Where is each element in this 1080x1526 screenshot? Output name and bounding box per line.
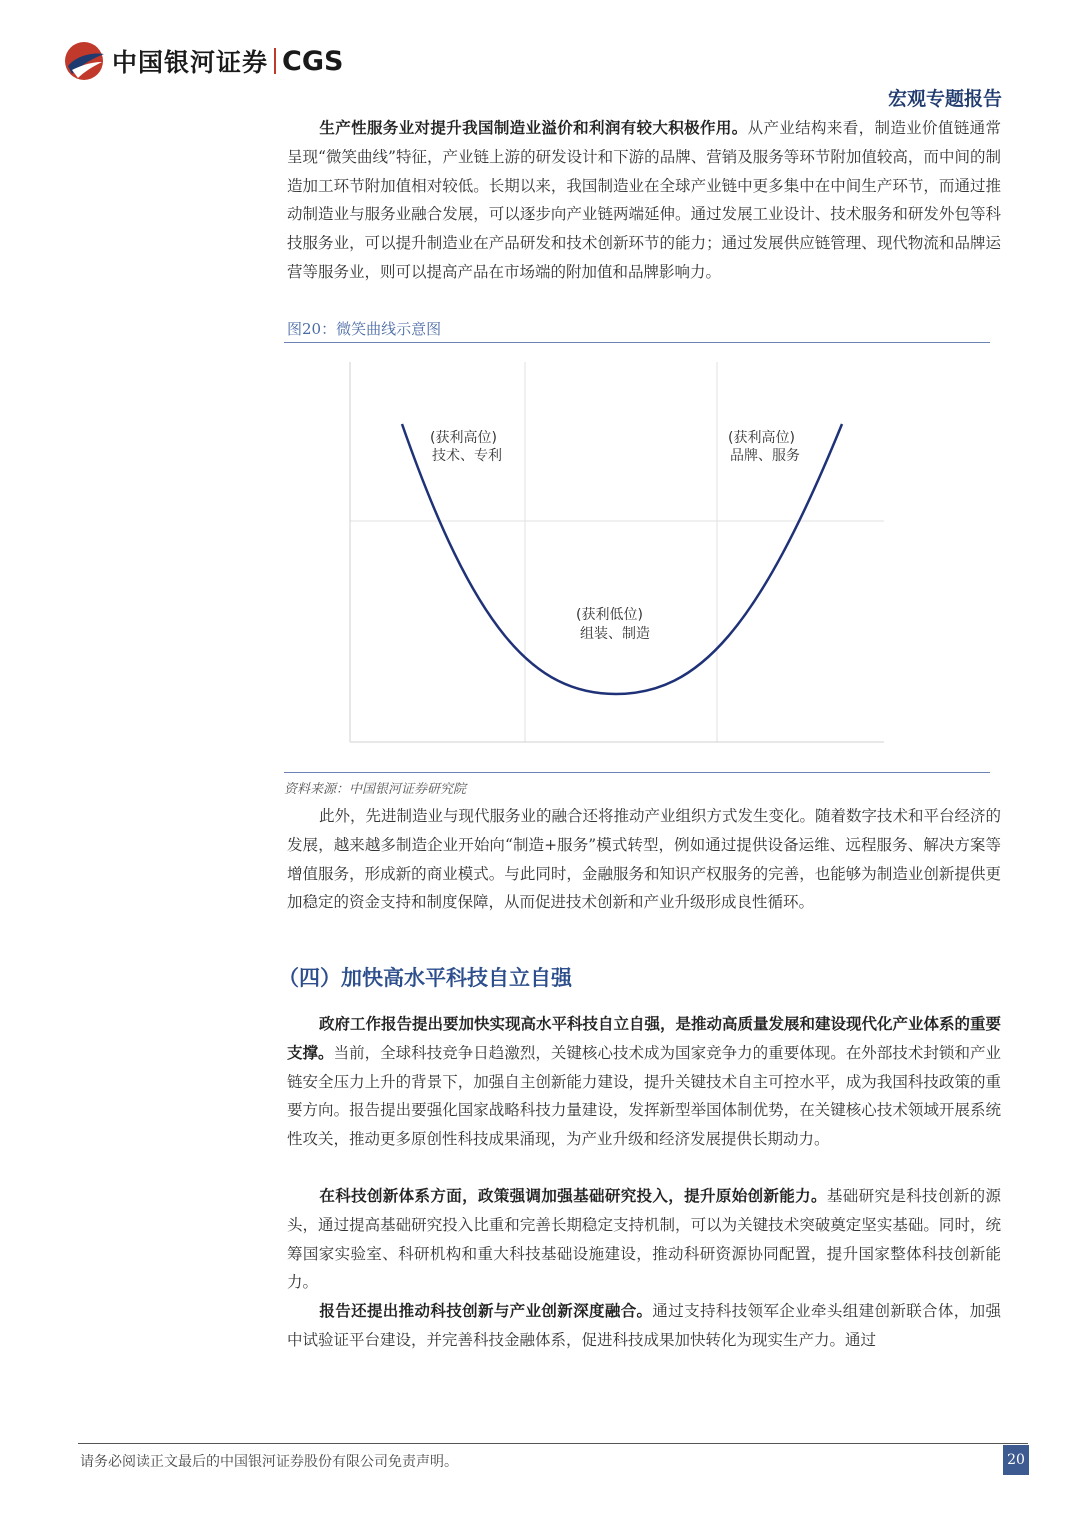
paragraph-5-lead: 报告还提出推动科技创新与产业创新深度融合。 [319, 1301, 653, 1320]
figure-source: 资料来源：中国银河证券研究院 [284, 782, 467, 797]
galaxy-logo-icon [62, 40, 106, 82]
section-heading: （四）加快高水平科技自立自强 [278, 965, 572, 990]
annotation-bottom-line1: (获利低位) [576, 607, 643, 623]
footer-rule [78, 1443, 1028, 1444]
figure-top-rule [284, 342, 990, 343]
paragraph-3-body: 当前，全球科技竞争日趋激烈，关键核心技术成为国家竞争力的重要体现。在外部技术封锁和产业链安全压力上升的背景下，加强自主创新能力建设，提升关键技术自主可控水平，成为我国科技政策的重要方向。报告提出要强化国家战略科技力量建设，发挥新型举国体制优势，在关键核心技术领域开展系统性攻关，推动更多原创性科技成果涌现，为产业升级和经济发展提供长期动力。 [287, 1043, 1001, 1149]
company-logo [62, 40, 343, 82]
figure-bottom-rule [284, 772, 990, 773]
paragraph-5-body: 通过支持科技领军企业牵头组建创新联合体，加强中试验证平台建设，并完善科技金融体系，促进科技成果加快转化为现实生产力。通过 [287, 1302, 1001, 1349]
paragraph-5 [287, 1297, 1001, 1355]
page-number: 20 [1003, 1445, 1029, 1475]
annotation-bottom-line2: 组装、制造 [580, 626, 650, 642]
paragraph-3-lead: 政府工作报告提出要加快实现高水平科技自立自强，是推动高质量发展和建设现代化产业体系的重要支撑。 [287, 1014, 1002, 1062]
company-name-en: CGS [282, 45, 344, 77]
paragraph-2 [287, 802, 1001, 917]
annotation-right-line2: 品牌、服务 [730, 448, 800, 464]
paragraph-2-body: 此外，先进制造业与现代服务业的融合还将推动产业组织方式发生变化。随着数字技术和平台经济的发展，越来越多制造企业开始向“制造+服务”模式转型，例如通过提供设备运维、远程服务、解决方案等增值服务，形成新的商业模式。与此同时，金融服务和知识产权服务的完善，也能够为制造业创新提供更加稳定的资金支持和制度保障，从而促进技术创新和产业升级形成良性循环。 [287, 807, 1002, 912]
paragraph-3 [287, 1010, 1001, 1154]
annotation-left-line2: 技术、专利 [432, 448, 502, 464]
paragraph-1-lead: 生产性服务业对提升我国制造业溢价和利润有较大积极作用。 [319, 118, 748, 137]
paragraph-1-body: 从产业结构来看，制造业价值链通常呈现“微笑曲线”特征，产业链上游的研发设计和下游的品牌、营销及服务等环节附加值较高，而中间的制造加工环节附加值相对较低。长期以来，我国制造业在全球产业链中更多集中在中间生产环节，而通过推动制造业与服务业融合发展，可以逐步向产业链两端延伸。通过发展工业设计、技术服务和研发外包等科技服务业，可以提升制造业在产品研发和技术创新环节的能力；通过发展供应链管理、现代物流和品牌运营等服务业，则可以提高产品在市场端的附加值和品牌影响力。 [287, 119, 1001, 281]
company-name-cn: 中国银河证券 [112, 48, 269, 77]
annotation-left-line1: (获利高位) [430, 430, 497, 446]
smile-curve-chart [284, 350, 990, 760]
footer-disclaimer: 请务必阅读正文最后的中国银河证券股份有限公司免责声明。 [80, 1454, 458, 1470]
annotation-right-line1: (获利高位) [728, 430, 795, 446]
report-type: 宏观专题报告 [887, 88, 1002, 110]
paragraph-1 [287, 114, 1001, 287]
figure-title: 图20：微笑曲线示意图 [287, 320, 442, 338]
paragraph-4-lead: 在科技创新体系方面，政策强调加强基础研究投入，提升原始创新能力。 [319, 1186, 827, 1205]
logo-divider [274, 48, 276, 74]
paragraph-4 [287, 1182, 1001, 1297]
paragraph-4-body: 基础研究是科技创新的源头，通过提高基础研究投入比重和完善长期稳定支持机制，可以为关键技术突破奠定坚实基础。同时，统筹国家实验室、科研机构和重大科技基础设施建设，推动科研资源协同配置，提升国家整体科技创新能力。 [287, 1187, 1001, 1292]
